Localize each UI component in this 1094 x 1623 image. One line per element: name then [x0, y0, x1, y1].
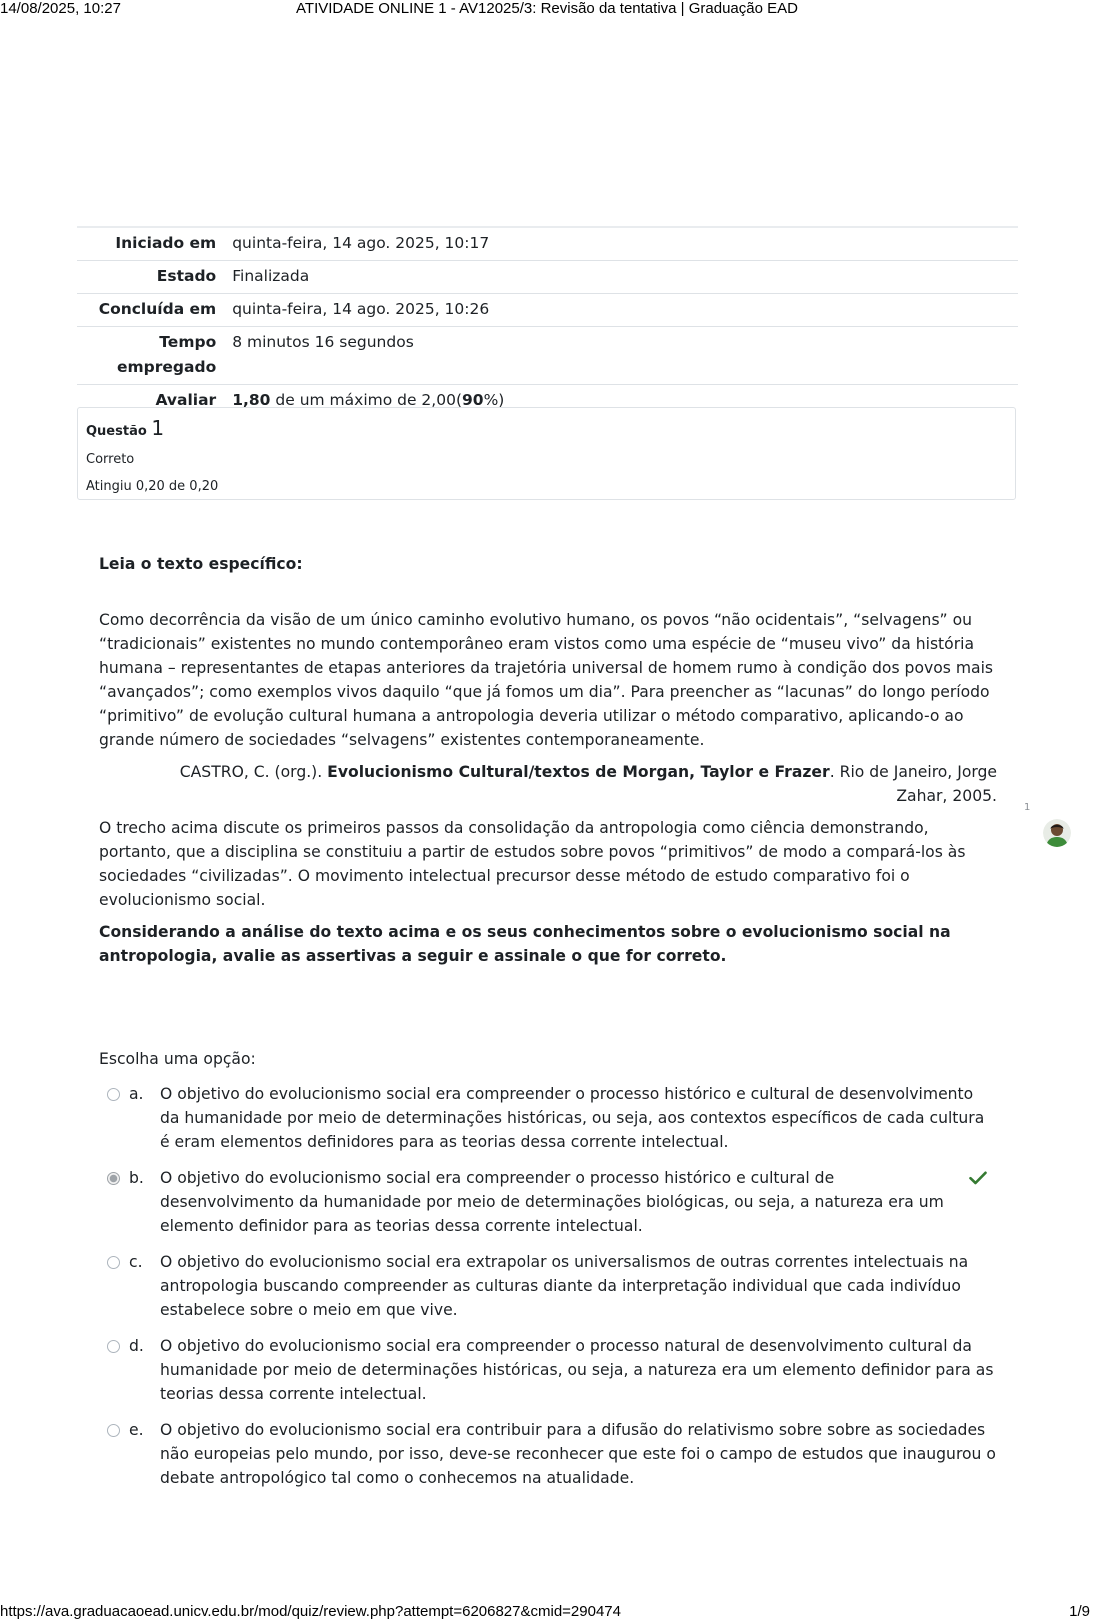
grade-score: 1,80 [232, 391, 271, 409]
answer-option-a[interactable] [107, 1082, 997, 1154]
answer-option-d[interactable] [107, 1334, 997, 1406]
option-text: O objetivo do evolucionismo social era compreender o processo histórico e cultural de desenvolvimento da humanidade por meio de determinações históricas, ou seja, aos contextos específicos de cada cultura é eram elementos definidores para as teorias dessa corrente intelectual. [160, 1085, 985, 1151]
option-text: O objetivo do evolucionismo social era compreender o processo natural de desenvolvimento cultural da humanidade por meio de determinações históricas, ou seja, a natureza era um elemento definidor para as teorias dessa corrente intelectual. [160, 1337, 994, 1403]
radio-button-selected[interactable] [107, 1172, 120, 1185]
summary-value: Finalizada [232, 267, 310, 285]
summary-value: quinta-feira, 14 ago. 2025, 10:17 [232, 234, 490, 252]
question-info-box [77, 407, 1016, 500]
answer-option-c[interactable] [107, 1250, 997, 1322]
radio-button[interactable] [107, 1088, 120, 1101]
summary-row-time [77, 327, 1018, 385]
summary-value: quinta-feira, 14 ago. 2025, 10:26 [232, 300, 490, 318]
question-passage: Como decorrência da visão de um único caminho evolutivo humano, os povos “não ocidentais”, “selvagens” ou “tradicionais” existentes no mundo contemporâneo eram vistos como uma espécie de “museu vivo” da história humana – representantes de etapas anteriores da trajetória universal de homem rumo à condição dos povos mais “avançados”; como exemplos vivos daquilo “que já fomos um dia”. Para preencher as “lacunas” do longo período “primitivo” de evolução cultural humana a antropologia deveria utilizar o método comparativo, aplicando-o ao grande número de sociedades “selvagens” existentes contemporaneamente. [99, 611, 994, 749]
summary-label: Iniciado em [115, 234, 217, 252]
citation-rest: . Rio de Janeiro, Jorge Zahar, 2005. [829, 763, 997, 805]
radio-button[interactable] [107, 1424, 120, 1437]
option-text: O objetivo do evolucionismo social era extrapolar os universalismos de outras correntes intelectuais na antropologia buscando compreender as culturas diante da interpretação individual que cada indivíduo estabelece sobre o meio em que vive. [160, 1253, 969, 1319]
question-grade: Atingiu 0,20 de 0,20 [86, 479, 219, 494]
print-footer [0, 1603, 1094, 1623]
question-lead: Leia o texto específico: [99, 555, 303, 573]
option-letter: d. [129, 1337, 144, 1355]
answer-option-b[interactable] [107, 1166, 997, 1238]
attempt-summary-table [77, 226, 1018, 417]
summary-row-started [77, 227, 1018, 261]
grade-mid: de um máximo de 2,00( [270, 391, 462, 409]
question-prompt: Considerando a análise do texto acima e os seus conhecimentos sobre o evolucionismo social na antropologia, avalie as assertivas a seguir e assinale o que for correto. [99, 923, 951, 965]
summary-row-state [77, 261, 1018, 294]
question-paragraph-2: O trecho acima discute os primeiros passos da consolidação da antropologia como ciência demonstrando, portanto, que a disciplina se constituiu a partir de estudos sobre povos “primitivos” de modo a compará-los às sociedades “civilizadas”. O movimento intelectual precursor desse método de estudo comparativo foi o evolucionismo social. [99, 819, 966, 909]
choose-option-label: Escolha uma opção: [99, 1050, 256, 1068]
summary-label: Tempo empregado [117, 333, 217, 376]
summary-label: Concluída em [98, 300, 217, 318]
citation [99, 760, 997, 808]
question-number-value: 1 [151, 416, 165, 440]
print-title: ATIVIDADE ONLINE 1 - AV12025/3: Revisão da tentativa | Graduação EAD [296, 0, 798, 17]
print-datetime: 14/08/2025, 10:27 [0, 0, 121, 17]
summary-value: 8 minutos 16 segundos [232, 333, 414, 351]
citation-author: CASTRO, C. (org.). [179, 763, 328, 781]
option-text: O objetivo do evolucionismo social era compreender o processo histórico e cultural de desenvolvimento da humanidade por meio de determinações biológicas, ou seja, a natureza era um elemento definidor para as teorias dessa corrente intelectual. [160, 1169, 944, 1235]
answer-options [107, 1082, 997, 1502]
answer-option-e[interactable] [107, 1418, 997, 1490]
question-prefix: Questão [86, 424, 147, 439]
correct-check-icon [969, 1168, 987, 1192]
question-content [99, 552, 997, 968]
question-state: Correto [86, 452, 135, 467]
side-marker: 1 [1024, 802, 1031, 813]
option-letter: b. [129, 1169, 144, 1187]
grade-percent: 90 [462, 391, 484, 409]
print-url: https://ava.graduacaoead.unicv.edu.br/mod/quiz/review.php?attempt=6206827&cmid=290474 [0, 1603, 621, 1620]
question-number [86, 416, 1007, 440]
option-letter: a. [129, 1085, 144, 1103]
print-page-number: 1/9 [1069, 1603, 1090, 1620]
option-text: O objetivo do evolucionismo social era contribuir para a difusão do relativismo sobre sobre as sociedades não europeias pelo mundo, por isso, deve-se reconhecer que este foi o campo de estudos que inaugurou o debate antropológico tal como o conhecemos na atualidade. [160, 1421, 996, 1487]
radio-button[interactable] [107, 1340, 120, 1353]
grade-end: %) [483, 391, 505, 409]
radio-button[interactable] [107, 1256, 120, 1269]
print-header [0, 0, 1094, 20]
user-avatar[interactable] [1043, 819, 1071, 847]
option-letter: e. [129, 1421, 144, 1439]
summary-row-completed [77, 294, 1018, 327]
citation-work: Evolucionismo Cultural/textos de Morgan, Taylor e Frazer [327, 763, 830, 781]
option-letter: c. [129, 1253, 143, 1271]
summary-label: Avaliar [155, 391, 217, 409]
summary-label: Estado [156, 267, 217, 285]
